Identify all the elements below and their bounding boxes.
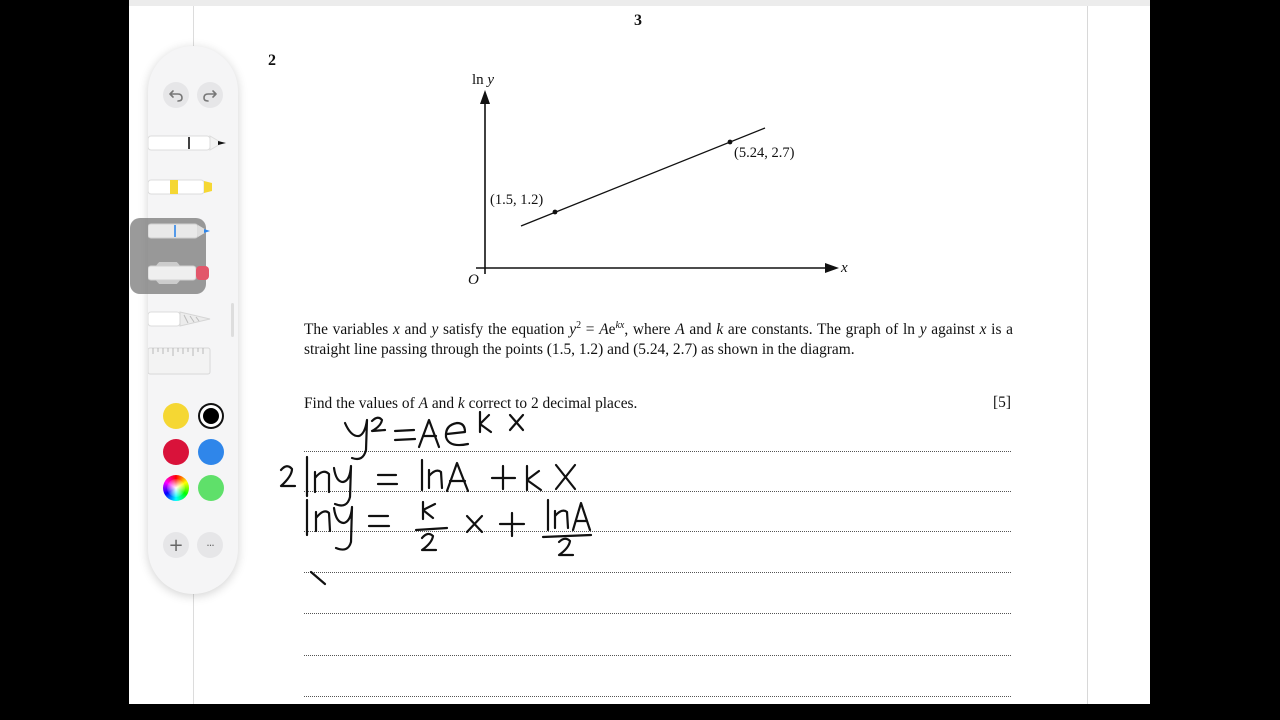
color-picker-wheel[interactable] bbox=[163, 475, 189, 501]
color-swatch-green[interactable] bbox=[198, 475, 224, 501]
origin-label: O bbox=[468, 272, 479, 288]
undo-button[interactable] bbox=[163, 82, 189, 108]
color-swatch-red[interactable] bbox=[163, 439, 189, 465]
handwriting-line-1 bbox=[345, 412, 523, 459]
pen-tool-icon[interactable] bbox=[148, 132, 228, 154]
handwriting-line-3 bbox=[307, 500, 591, 555]
page-number: 3 bbox=[634, 12, 642, 29]
handwriting-ink-layer bbox=[129, 0, 1150, 704]
question-instruction: Find the values of A and k correct to 2 decimal places. bbox=[304, 395, 638, 412]
handwriting-line-2 bbox=[281, 457, 575, 505]
ruler-tool-icon[interactable] bbox=[148, 346, 218, 376]
x-axis-label: x bbox=[841, 260, 848, 276]
color-swatch-yellow[interactable] bbox=[163, 403, 189, 429]
pencil-tool-icon[interactable] bbox=[148, 220, 228, 242]
point-1-label: (1.5, 1.2) bbox=[490, 192, 544, 208]
eraser-tool-icon[interactable] bbox=[148, 262, 228, 284]
redo-icon bbox=[202, 87, 218, 103]
question-number: 2 bbox=[268, 52, 276, 69]
highlighter-tool-icon[interactable] bbox=[148, 176, 228, 198]
color-swatch-blue[interactable] bbox=[198, 439, 224, 465]
color-swatch-black-selected[interactable] bbox=[198, 403, 224, 429]
document-page bbox=[129, 0, 1150, 704]
redo-button[interactable] bbox=[197, 82, 223, 108]
toolbar-resize-handle[interactable] bbox=[231, 303, 234, 337]
handwriting-stroke bbox=[311, 572, 325, 584]
lasso-tool-icon[interactable] bbox=[148, 308, 228, 330]
annotation-toolbar bbox=[148, 46, 238, 594]
selected-color-dot bbox=[203, 408, 219, 424]
y-axis-label-var: y bbox=[487, 72, 495, 88]
more-button[interactable] bbox=[197, 532, 223, 558]
more-icon: ··· bbox=[206, 538, 214, 552]
undo-icon bbox=[168, 87, 184, 103]
plus-icon: + bbox=[168, 534, 184, 556]
question-paragraph: The variables x and y satisfy the equation $y^2 = Ae^{kx}$, where A and k are constants. The graph of ln y against x is a straight line passing through the points (1.5, 1.2) and (5.24, 2.7) as shown in the diagram. bbox=[304, 320, 1013, 358]
marks-label: [5] bbox=[993, 394, 1011, 411]
y-axis-label-ln: ln bbox=[472, 72, 484, 88]
point-2-label: (5.24, 2.7) bbox=[734, 145, 795, 161]
add-button[interactable] bbox=[163, 532, 189, 558]
